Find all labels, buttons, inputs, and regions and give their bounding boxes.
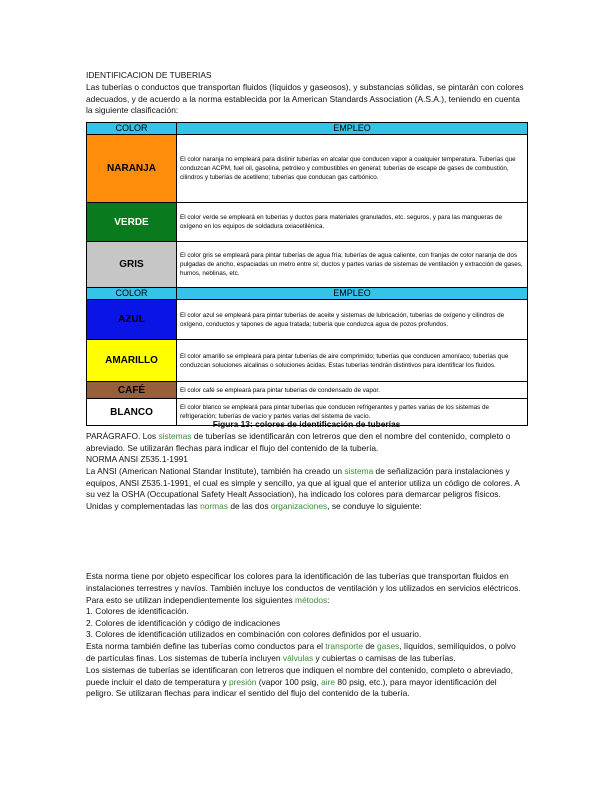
norma-heading: NORMA ANSI Z535.1-1991 — [86, 454, 188, 464]
table-row — [87, 242, 528, 288]
text-run: de las dos — [228, 500, 271, 511]
table-row — [87, 340, 528, 382]
color-name-cell: NARANJA — [87, 135, 177, 203]
methods-intro — [86, 595, 526, 607]
link-aire[interactable]: aire — [321, 676, 336, 687]
color-name-cell: GRIS — [87, 242, 177, 288]
doc-title: IDENTIFICACION DE TUBERIAS — [86, 70, 212, 80]
link-gases[interactable]: gases — [377, 641, 400, 651]
color-name-cell: BLANCO — [87, 399, 177, 426]
header-empleo: EMPLEO — [177, 123, 528, 135]
table-row — [87, 382, 528, 399]
color-desc-cell: El color azul se empleará para pintar tuberías de aceite y sistemas de lubricación, tuberías de oxígeno y cilindros de oxígeno, conductos y tapones de agua tratada; tubería que conduzca agua de pozos profundos. — [177, 300, 528, 340]
color-desc-cell: El color verde se empleará en tuberías y ductos para materiales granulados, etc. seguros, y para las mangueras de oxígeno en los equipos de soldadura oxiacetilénica. — [177, 203, 528, 242]
ansi-paragraph — [86, 466, 526, 512]
color-name-cell: VERDE — [87, 203, 177, 242]
link-sistema[interactable]: sistema — [344, 466, 374, 476]
link-sistemas[interactable]: sistemas — [158, 431, 192, 441]
link-metodos[interactable]: métodos — [295, 595, 328, 605]
color-name-cell: AZUL — [87, 300, 177, 340]
header-color: COLOR — [87, 288, 177, 300]
text-run: Los sistemas de tuberías se identificaran con letreros que indiquen el nombre del contenido, completo o abreviado, puede incluir el dato de temperatura y — [86, 665, 513, 687]
color-desc-cell: El color amarillo se empleará para pintar tuberías de aire comprimido; tuberías que conducen amoníaco; tuberías que conduzcan soluciones alcalinas o soluciones ácidas. Estas tuberías tendrán distintivos para identificar los fluidos. — [177, 340, 528, 382]
table-row — [87, 300, 528, 340]
table-row — [87, 135, 528, 203]
text-run: de señalización para instalaciones y equipos, ANSI Z535.1-1991, el cual es simple y sencillo, ya que al igual que el anterior utiliza un código de colores. A su vez la OSHA (Occupational Safety Healt Association), ha indicado los colores para demarcar peligros físicos. Unidas y complementadas las — [86, 466, 520, 511]
text-run: de tuberías se identificarán con letreros que den el nombre del contenido, completo o abreviado. Se utilizarán flechas para indicar el flujo del contenido de la tubería. — [86, 431, 511, 453]
paragrafo-paragraph — [86, 431, 526, 454]
text-run: Esta norma también define las tuberías como conductos para el — [86, 641, 326, 651]
definition-paragraph — [86, 641, 526, 664]
table-header-row — [87, 288, 528, 300]
color-desc-cell: El color café se empleará para pintar tuberías de condensado de vapor. — [177, 382, 528, 399]
text-run: y cubiertas o camisas de las tuberías. — [313, 652, 456, 663]
text-run: : — [327, 595, 330, 605]
table-row — [87, 203, 528, 242]
text-run: Para esto se utilizan independientemente los siguientes — [86, 595, 296, 605]
link-valvulas[interactable]: válvulas — [282, 652, 314, 663]
text-run: La ANSI (American National Standar Institute), también ha creado un — [86, 466, 345, 476]
text-run: PARÁGRAFO. Los — [86, 431, 159, 441]
color-desc-cell: El color naranja no empleará para distinir tuberías en alcalar que conducen vapor a cualquier temperatura. Tuberías que conduzcan ACPM, fuel oil, gasolina, petróleo y combustibles en general; tuberías de escape de gases de combustión, cilindros y tuberías de acetileno; tuberías que conducan gas carbónico. — [177, 135, 528, 203]
text-run: (vapor 100 psig, — [256, 676, 322, 687]
color-desc-cell: El color gris se empleará para pintar tuberías de agua fría; tuberías de agua caliente, con franjas de color naranja de dos pulgadas de ancho, espaciadas un metro entre sí; ductos y partes varias de sistemas de ventilación y extracción de gases, humos, neblinas, etc. — [177, 242, 528, 288]
pipe-color-table — [86, 122, 528, 426]
scope-paragraph: Esta norma tiene por objeto especificar los colores para la identificación de las tuberías que transportan fluidos en instalaciones terrestres y navíos. También incluye los conductos de ventilación y los utilizados en servicios eléctricos. — [86, 571, 521, 593]
text-run: de — [363, 641, 377, 651]
color-name-cell: CAFÉ — [87, 382, 177, 399]
labeling-paragraph — [86, 665, 526, 700]
link-presion[interactable]: presión — [228, 676, 257, 687]
header-color: COLOR — [87, 123, 177, 135]
link-organizaciones[interactable]: organizaciones — [270, 500, 328, 511]
intro-paragraph: Las tuberías o conductos que transportan fluidos (líquidos y gaseosos), y substancias sólidas, se pintarán con colores adecuados, y de acuerdo a la norma establecida por la American Standards Association (A.S.A.), teniendo en cuenta la siguiente clasificación: — [86, 82, 524, 116]
link-transporte[interactable]: transporte — [325, 641, 364, 651]
color-name-cell: AMARILLO — [87, 340, 177, 382]
text-run: , líquidos, semilíquidos, o polvo de partículas finas. Los sistemas de tubería incluyen — [86, 641, 516, 663]
text-run: 80 psig, etc.), para mayor identificación del peligro. Se utilizaran flechas para indicar el sentido del flujo del contenido de la tubería. — [86, 676, 497, 699]
color-desc-cell: El color blanco se empleará para pintar tuberías que conducen refrigerantes y partes varias de los sistemas de refrigeración; tuberías de vacío y partes varias del sistema de vacío. — [177, 399, 528, 426]
header-empleo: EMPLEO — [177, 288, 528, 300]
figure-caption: Figura 13: colores de identificación de tuberías — [212, 419, 401, 429]
text-run: , se conduye lo siguiente: — [327, 500, 422, 511]
list-item: 3. Colores de identificación utilizados en combinación con colores definidos por el usuario. — [86, 629, 422, 639]
link-normas[interactable]: normas — [200, 500, 228, 511]
list-item: 2. Colores de identificación y código de indicaciones — [86, 618, 281, 628]
table-header-row — [87, 123, 528, 135]
list-item: 1. Colores de identificación. — [86, 606, 189, 616]
